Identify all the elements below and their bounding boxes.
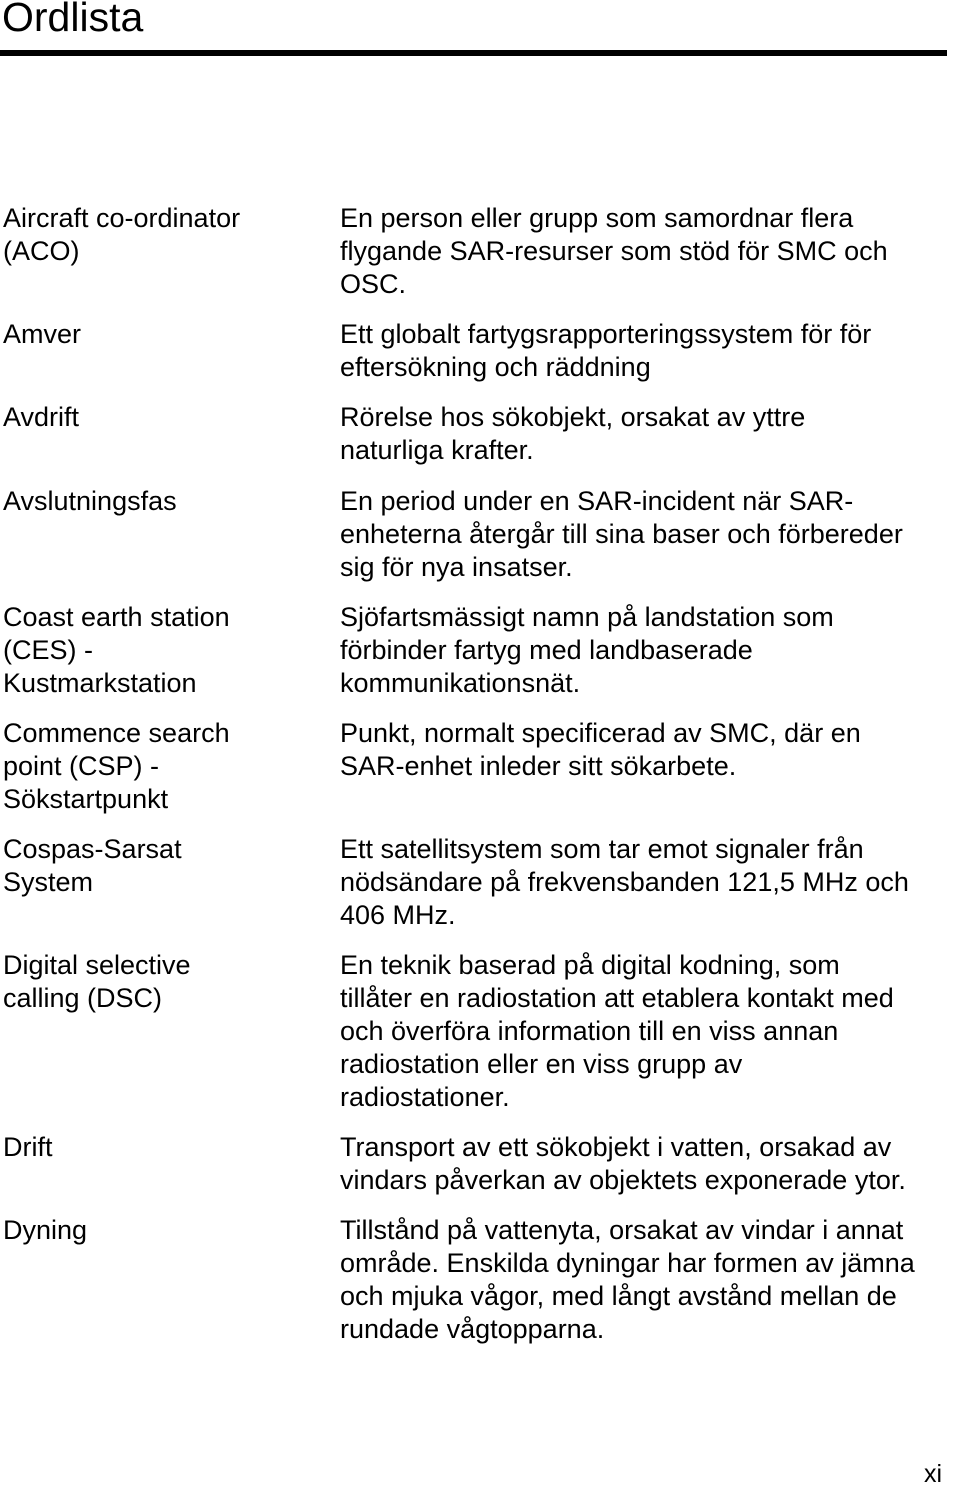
glossary-term: Coast earth station (CES) - Kustmarkstation [3,602,230,698]
glossary-term: Commence search point (CSP) - Sökstartpunkt [3,718,230,814]
glossary-term: Drift [3,1132,53,1162]
glossary-definition: En teknik baserad på digital kodning, som tillåter en radiostation att etablera kontakt med och överföra information till en viss annan radiostation eller en viss grupp av radiostationer. [340,950,894,1112]
page-number: xi [924,1460,943,1488]
glossary-definition: Ett satellitsystem som tar emot signaler från nödsändare på frekvensbanden 121,5 MHz och 406 MHz. [340,834,909,930]
glossary-term: Digital selective calling (DSC) [3,950,191,1013]
glossary-definition: Transport av ett sökobjekt i vatten, orsakad av vindars påverkan av objektets exponerade ytor. [340,1132,906,1195]
glossary-term: Cospas-Sarsat System [3,834,182,897]
glossary-term: Amver [3,319,82,349]
glossary-definition: Tillstånd på vattenyta, orsakat av vindar i annat område. Enskilda dyningar har formen av jämna och mjuka vågor, med långt avstånd mellan de rundade vågtopparna. [340,1215,915,1344]
glossary-definition: Sjöfartsmässigt namn på landstation som förbinder fartyg med landbaserade kommunikationsnät. [340,602,834,698]
title-rule [0,50,947,56]
glossary-term: Aircraft co-ordinator (ACO) [3,203,241,266]
glossary-definition: En period under en SAR-incident när SAR- enheterna återgår till sina baser och förbereder sig för nya insatser. [340,486,903,582]
glossary-term: Dyning [3,1215,88,1245]
glossary-definition: Ett globalt fartygsrapporteringssystem för för eftersökning och räddning [340,319,872,382]
glossary-definition: Punkt, normalt specificerad av SMC, där en SAR-enhet inleder sitt sökarbete. [340,718,861,781]
glossary-definition: Rörelse hos sökobjekt, orsakat av yttre naturliga krafter. [340,402,806,465]
glossary-term: Avdrift [3,402,80,432]
page-title: Ordlista [2,0,144,40]
glossary-definition: En person eller grupp som samordnar flera flygande SAR-resurser som stöd för SMC och OSC. [340,203,888,299]
glossary-term: Avslutningsfas [3,486,177,516]
